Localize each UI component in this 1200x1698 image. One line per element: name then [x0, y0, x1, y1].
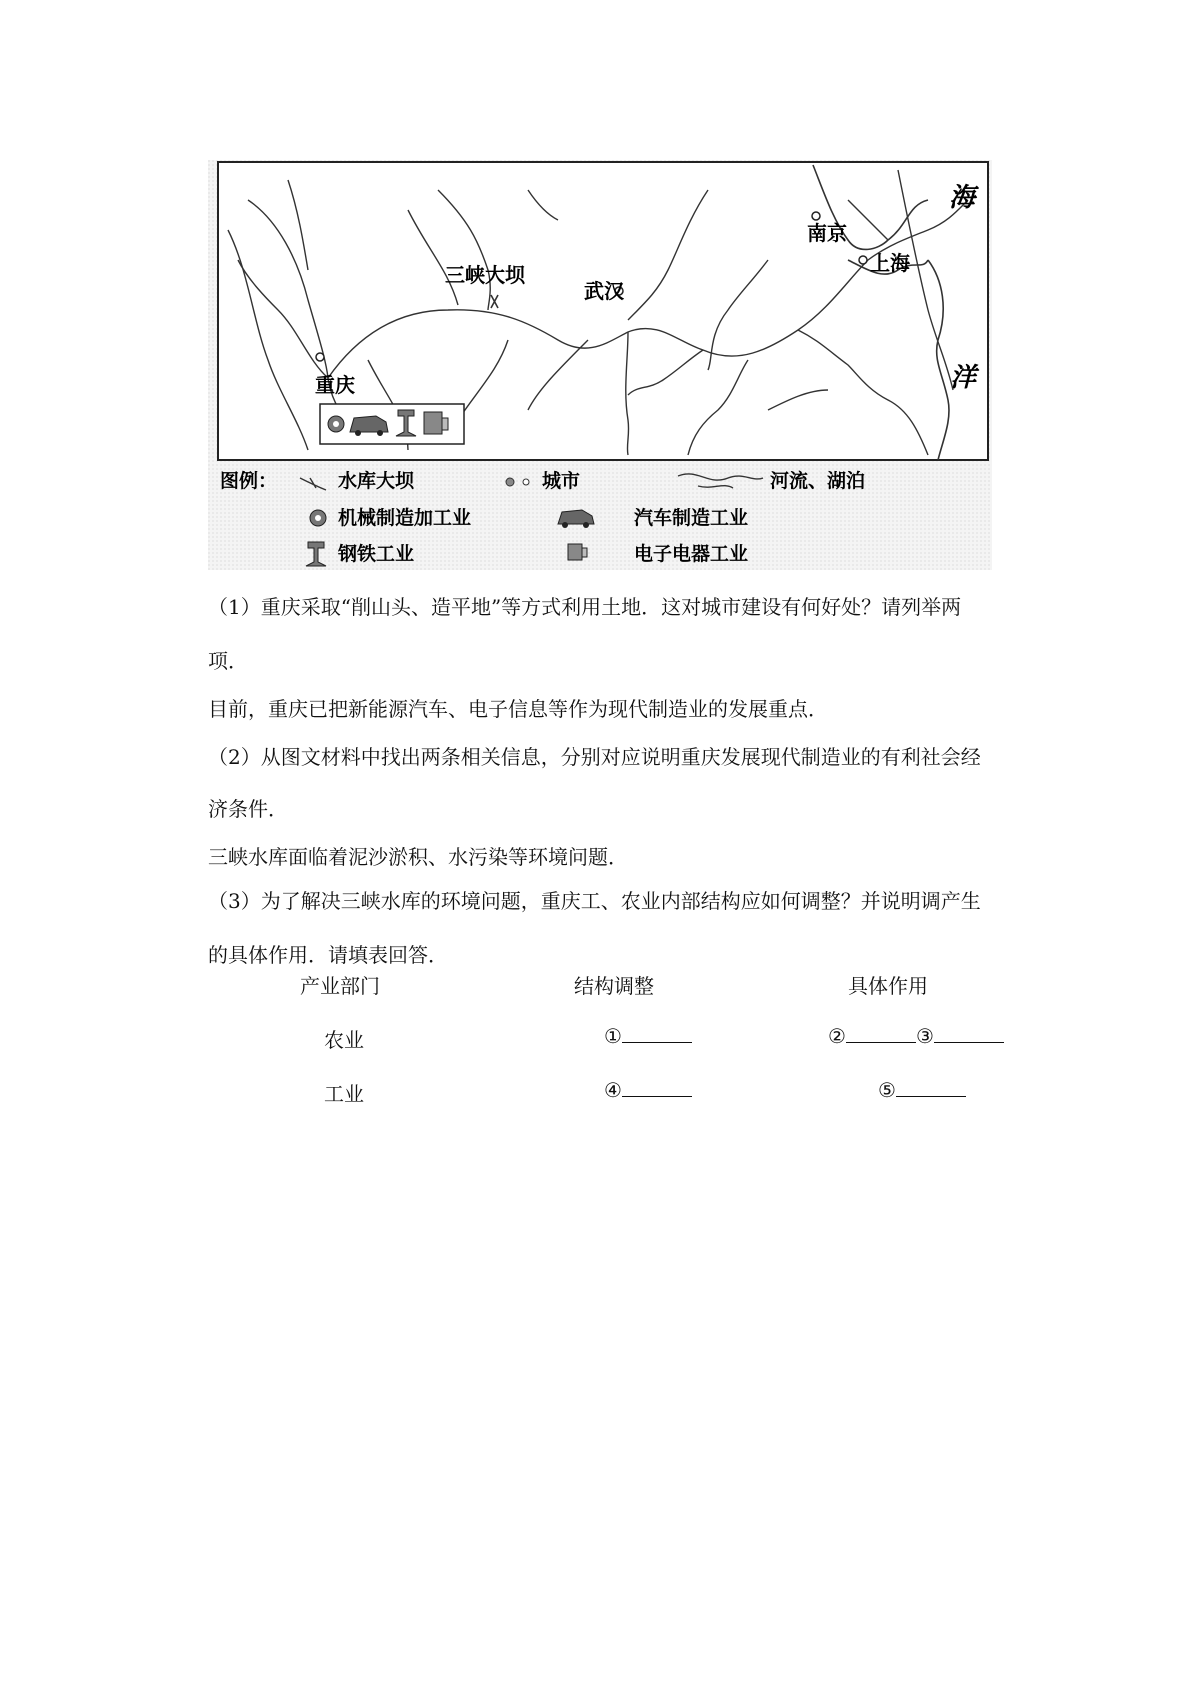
map-figure [208, 160, 992, 570]
question-2-line2: 济条件． [208, 797, 288, 821]
sea-label-yang: 洋 [950, 363, 977, 392]
answer-blank-1[interactable]: ① [604, 1024, 692, 1048]
table-row-industry [208, 1078, 1038, 1132]
answer-blank-4[interactable]: ④ [604, 1078, 692, 1102]
question-1-line2: 项． [208, 649, 248, 673]
question-1-line1: （1）重庆采取“削山头、造平地”等方式利用土地．这对城市建设有何好处？请列举两 [208, 595, 962, 619]
header-adjustment: 结构调整 [574, 974, 654, 998]
legend-city: 城市 [542, 470, 581, 492]
city-marker-nanjing [812, 212, 820, 220]
city-marker-chongqing [316, 353, 324, 361]
chongqing-industry-box [320, 404, 464, 444]
city-label-chongqing: 重庆 [315, 373, 355, 397]
yangtze-map [208, 160, 992, 570]
question-2 [208, 742, 1028, 842]
dam-label: 三峡大坝 [445, 263, 525, 287]
gear-icon [328, 416, 344, 432]
city-label-wuhan: 武汉 [584, 279, 624, 303]
header-effect: 具体作用 [848, 974, 928, 998]
question-2-line1: （2）从图文材料中找出两条相关信息，分别对应说明重庆发展现代制造业的有利社会经 [208, 745, 981, 769]
sector-industry: 工业 [324, 1082, 364, 1106]
question-3-line1: （3）为了解决三峡水库的环境问题，重庆工、农业内部结构应如何调整？并说明调产生 [208, 889, 981, 913]
sea-label-hai: 海 [949, 183, 976, 212]
legend-dam: 水库大坝 [338, 470, 415, 492]
table-row-agriculture [208, 1024, 1038, 1078]
paragraph-3: 三峡水库面临着泥沙淤积、水污染等环境问题． [208, 845, 628, 869]
city-marker-shanghai [859, 256, 867, 264]
answer-blank-5[interactable]: ⑤ [878, 1078, 966, 1102]
table-header-row [208, 970, 1038, 1024]
legend-electronics: 电子电器工业 [634, 543, 749, 565]
header-sector: 产业部门 [300, 974, 380, 998]
legend-steel: 钢铁工业 [338, 543, 415, 565]
question-3-line2: 的具体作用．请填表回答． [208, 943, 448, 967]
legend-auto: 汽车制造工业 [634, 507, 749, 529]
paragraph-2: 目前，重庆已把新能源汽车、电子信息等作为现代制造业的发展重点． [208, 697, 828, 721]
city-label-shanghai: 上海 [870, 251, 910, 275]
question-3 [208, 886, 1028, 970]
legend-machinery: 机械制造加工业 [338, 507, 472, 529]
sector-agriculture: 农业 [324, 1028, 364, 1052]
gear-legend-icon [310, 510, 326, 526]
question-1 [208, 592, 1028, 694]
answer-blank-2-3[interactable]: ② ③ [828, 1024, 1004, 1048]
legend-title: 图例： [220, 470, 278, 492]
city-label-nanjing: 南京 [807, 221, 847, 245]
answer-table [208, 970, 1038, 1132]
legend-river: 河流、湖泊 [770, 470, 866, 492]
